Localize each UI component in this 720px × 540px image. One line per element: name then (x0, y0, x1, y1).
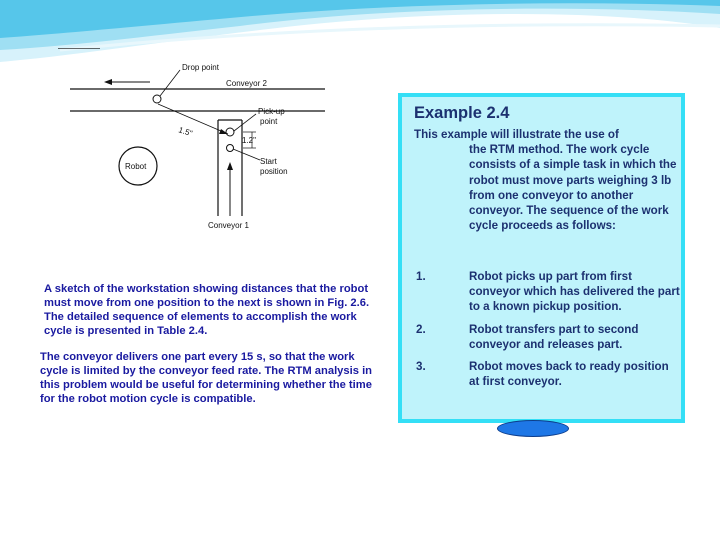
example-step-1 (414, 269, 682, 315)
sketch-label-pick-up: Pick-up (258, 107, 285, 116)
sketch-label-start: Start (260, 157, 277, 166)
example-title: Example 2.4 (414, 104, 510, 122)
example-step-3 (414, 359, 682, 389)
sketch-label-start-position: position (260, 167, 288, 176)
step-text: Robot transfers part to second conveyor and releases part. (469, 322, 639, 351)
example-box (398, 93, 685, 423)
example-steps (414, 269, 682, 396)
step-text: Robot picks up part from first conveyor which has delivered the part to a known pickup position. (469, 270, 680, 314)
sketch-label-conveyor-1: Conveyor 1 (208, 221, 249, 230)
sketch-label-pick-up-point: point (260, 117, 278, 126)
sketch-label-conveyor-2: Conveyor 2 (226, 79, 267, 88)
description-paragraph-1: A sketch of the workstation showing distances that the robot must move from one position to the next is shown in Fig. 2.6. The detailed sequence of elements to accomplish the work cycle is presented in Table 2.4. (44, 283, 370, 337)
workstation-sketch (30, 48, 330, 238)
step-number: 1. (416, 270, 426, 283)
example-intro-first-line: This example will illustrate the use of (414, 128, 619, 141)
next-slide-button[interactable] (497, 420, 569, 437)
sketch-label-dim-diag: 1.5" (177, 125, 194, 139)
sketch-label-dim-small: 1.2" (242, 136, 256, 145)
example-step-2 (414, 322, 682, 352)
step-text: Robot moves back to ready position at first conveyor. (469, 360, 669, 389)
sketch-label-drop-point: Drop point (182, 63, 219, 72)
example-intro (414, 127, 682, 233)
step-number: 3. (416, 360, 426, 374)
sketch-label-robot: Robot (125, 162, 147, 171)
workstation-description (38, 282, 378, 406)
description-paragraph-2: The conveyor delivers one part every 15 s, so that the work cycle is limited by the conveyor feed rate. The RTM analysis in this problem would be useful for determining whether the time for the robot motion cycle is compatible. (40, 351, 373, 405)
example-intro-rest: the RTM method. The work cycle consists of a simple task in which the robot must move parts weighing 3 lb from one conveyor to another conveyor. The sequence of the work cycle proceeds as follows: (469, 143, 677, 233)
step-number: 2. (416, 322, 426, 336)
